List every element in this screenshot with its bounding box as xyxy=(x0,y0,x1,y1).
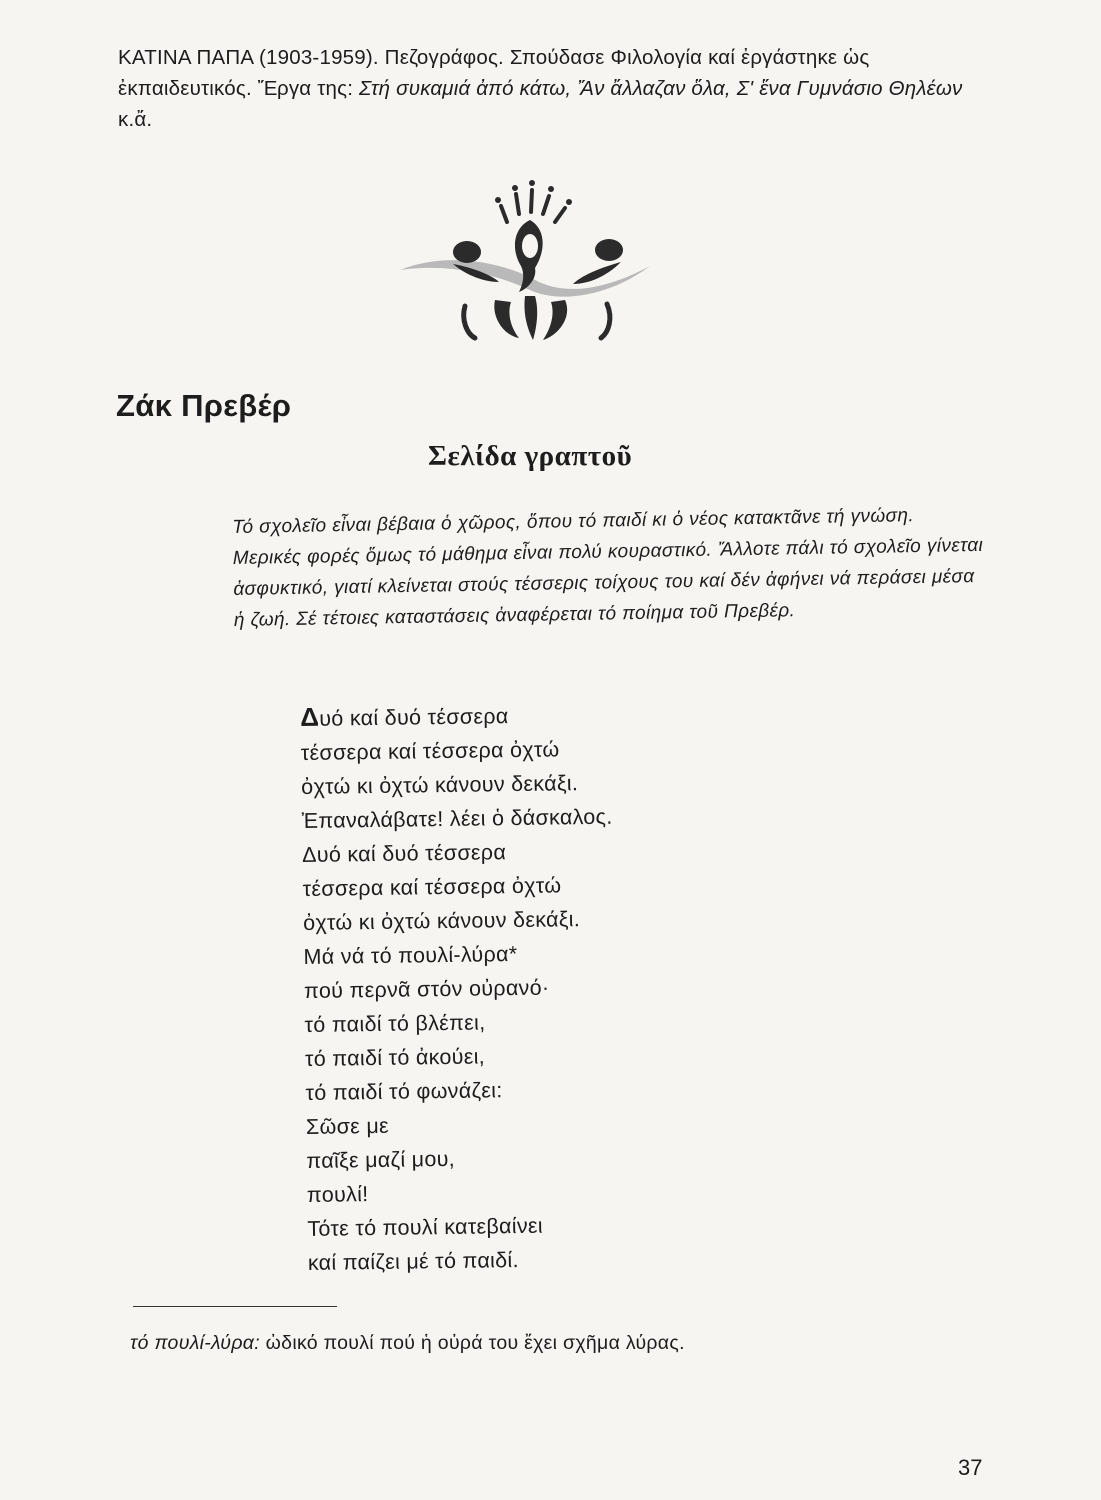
ornament-lower-left xyxy=(494,300,519,338)
poem-line: ὀχτώ κι ὀχτώ κάνουν δεκάξι. xyxy=(301,771,579,799)
author-bio xyxy=(118,42,988,135)
poem-line: παῖξε μαζί μου, xyxy=(306,1146,456,1173)
poem-line: Τότε τό πουλί κατεβαίνει xyxy=(307,1213,544,1241)
footnote-divider xyxy=(133,1306,337,1307)
fleuron-ornament-icon xyxy=(395,178,655,348)
poem-line: Δυό καί δυό τέσσερα xyxy=(301,840,507,867)
ornament-right-head xyxy=(595,239,623,261)
footnote-definition: ὠδικό πουλί πού ἡ οὐρά του ἔχει σχῆμα λύρας. xyxy=(259,1332,685,1354)
poem-line: καί παίζει μέ τό παιδί. xyxy=(307,1248,519,1275)
poem-line: τέσσερα καί τέσσερα ὀχτώ xyxy=(302,873,562,901)
bio-text: ΚΑΤΙΝΑ ΠΑΠΑ (1903-1959). Πεζογράφος. Σπούδασε Φιλολογία καί ἐργάστηκε ὡς ἐκπαιδευτικός. Ἔργα της: xyxy=(118,46,870,100)
poem xyxy=(300,696,619,1280)
poem-title: Σελίδα γραπτοῦ xyxy=(428,440,633,472)
ornament-lower-right xyxy=(543,300,567,340)
poem-line: τό παιδί τό ἀκούει, xyxy=(304,1044,486,1071)
poem-line: Σῶσε με xyxy=(305,1113,390,1139)
poem-line: ὀχτώ κι ὀχτώ κάνουν δεκάξι. xyxy=(302,907,581,935)
poem-line: Ἐπαναλάβατε! λέει ὁ δάσκαλος. xyxy=(301,804,613,833)
ornament-flame-core xyxy=(522,234,538,258)
footnote-term: τό πουλί-λύρα: xyxy=(130,1332,260,1354)
ornament-left-head xyxy=(453,241,481,263)
poem-line: πού περνᾶ στόν οὐρανό· xyxy=(303,975,550,1003)
poem-line: τέσσερα καί τέσσερα ὀχτώ xyxy=(300,737,560,765)
poem-line: Μά νά τό πουλί-λύρα* xyxy=(303,941,518,969)
bio-suffix: κ.ἄ. xyxy=(118,108,153,131)
author-name: Ζάκ Πρεβέρ xyxy=(116,388,292,423)
poem-line: τό παιδί τό βλέπει, xyxy=(304,1010,486,1037)
poem-line: Δυό καί δυό τέσσερα xyxy=(300,701,509,732)
bio-works: Στή συκαμιά ἀπό κάτω, Ἄν ἄλλαζαν ὅλα, Σ' ἕνα Γυμνάσιο Θηλέων xyxy=(358,77,963,100)
page-number: 37 xyxy=(958,1455,983,1480)
poem-line: τό παιδί τό φωνάζει: xyxy=(305,1078,503,1105)
intro-paragraph: Τό σχολεῖο εἶναι βέβαια ὁ χῶρος, ὅπου τό παιδί κι ὁ νέος κατακτᾶνε τή γνώση. Μερικές φορές ὅμως τό μάθημα εἶναι πολύ κουραστικό. Ἄλλοτε πάλι τό σχολεῖο γίνεται ἀσφυκτικό, γιατί κλείνεται στούς τέσσερις τοίχους του καί δέν ἀφήνει νά περάσει μέσα ἡ ζωή. Σέ τέτοιες καταστάσεις ἀναφέρεται τό ποίημα τοῦ Πρεβέρ. xyxy=(232,505,984,631)
poem-line: πουλί! xyxy=(306,1182,369,1207)
footnote xyxy=(130,1332,685,1355)
